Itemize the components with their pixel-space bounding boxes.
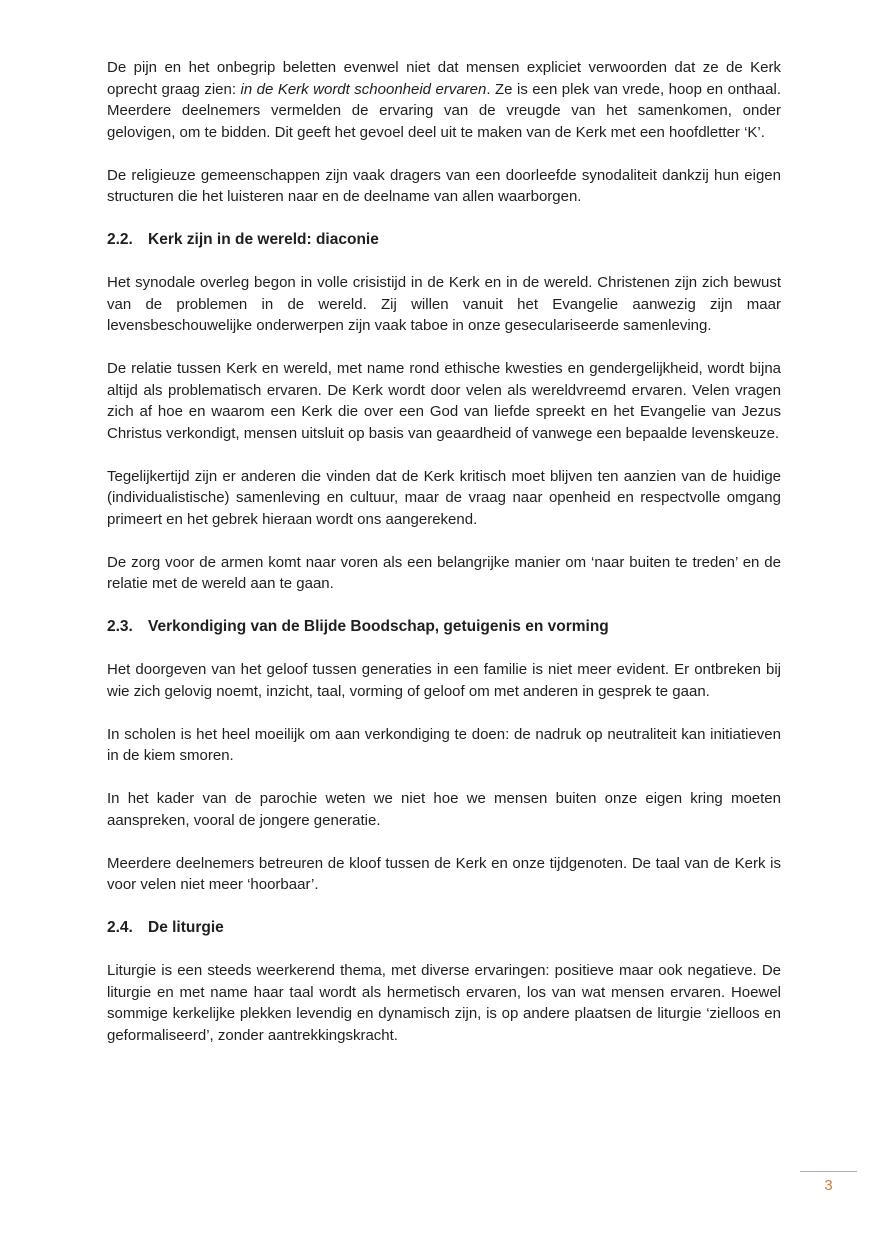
paragraph — [107, 358, 781, 444]
section-heading — [107, 917, 781, 939]
text-run: De pijn en het onbegrip beletten evenwel niet dat mensen expliciet verwoorden dat ze de Kerk oprecht graag zien: — [107, 59, 781, 98]
text-run: Het synodale overleg begon in volle crisistijd in de Kerk en in de wereld. Christenen zijn zich bewust van de problemen in de wereld. Zij willen vanuit het Evangelie aanwezig zijn maar levensbeschouwelijke onderwerpen zijn vaak taboe in onze geseculariseerde samenleving. — [107, 274, 781, 334]
text-run: Het doorgeven van het geloof tussen generaties in een familie is niet meer evident. Er ontbreken bij wie zich gelovig noemt, inzicht, taal, vorming of geloof om met anderen in gesprek te gaan. — [107, 661, 781, 700]
section-title: Verkondiging van de Blijde Boodschap, getuigenis en vorming — [148, 618, 609, 635]
section-heading — [107, 616, 781, 638]
section-title: Kerk zijn in de wereld: diaconie — [148, 231, 379, 248]
paragraph — [107, 552, 781, 595]
paragraph — [107, 960, 781, 1046]
section-number: 2.3. — [107, 618, 133, 635]
paragraph — [107, 788, 781, 831]
text-run: In het kader van de parochie weten we niet hoe we mensen buiten onze eigen kring moeten aanspreken, vooral de jongere generatie. — [107, 790, 781, 829]
document-body — [107, 57, 781, 1068]
section-heading — [107, 229, 781, 251]
text-run: De relatie tussen Kerk en wereld, met name rond ethische kwesties en gendergelijkheid, wordt bijna altijd als problematisch ervaren. De Kerk wordt door velen als wereldvreemd ervaren. Velen vragen zich af hoe en waarom een Kerk die over een God van liefde spreekt en het Evangelie van Jezus Christus verkondigt, mensen uitsluit op basis van geaardheid of vanwege een bepaalde levenskeuze. — [107, 360, 781, 442]
section-title: De liturgie — [148, 919, 224, 936]
paragraph — [107, 272, 781, 337]
paragraph — [107, 659, 781, 702]
italic-phrase: in de Kerk wordt schoonheid ervaren — [240, 80, 487, 98]
paragraph — [107, 165, 781, 208]
text-run: De zorg voor de armen komt naar voren als een belangrijke manier om ‘naar buiten te treden’ en de relatie met de wereld aan te gaan. — [107, 553, 781, 592]
text-run: Tegelijkertijd zijn er anderen die vinden dat de Kerk kritisch moet blijven ten aanzien van de huidige (individualistische) samenleving en cultuur, maar de vraag naar openheid en respectvolle omgang primeert en het gebrek hieraan wordt ons aangerekend. — [107, 467, 781, 528]
text-run: . Ze is een plek van vrede, hoop en onthaal. Meerdere deelnemers vermelden de ervaring van de vreugde van het samenkomen, onder gelovigen, om te bidden. Dit geeft het gevoel deel uit te maken van de Kerk met een hoofdletter ‘K’. — [107, 80, 781, 141]
text-run: Liturgie is een steeds weerkerend thema, met diverse ervaringen: positieve maar ook negatieve. De liturgie en met name haar taal wordt als hermetisch ervaren, los van wat mensen ervaren. Hoewel sommige kerkelijke plekken levendig en dynamisch zijn, is op andere plaatsen de liturgie ‘zielloos en geformaliseerd’, zonder aantrekkingskracht. — [107, 962, 781, 1044]
text-run: Meerdere deelnemers betreuren de kloof tussen de Kerk en onze tijdgenoten. De taal van de Kerk is voor velen niet meer ‘hoorbaar’. — [107, 854, 781, 893]
paragraph — [107, 57, 781, 143]
paragraph — [107, 466, 781, 531]
paragraph — [107, 724, 781, 767]
section-number: 2.2. — [107, 231, 133, 248]
text-run: De religieuze gemeenschappen zijn vaak dragers van een doorleefde synodaliteit dankzij hun eigen structuren die het luisteren naar en de deelname van allen waarborgen. — [107, 166, 781, 205]
section-number: 2.4. — [107, 919, 133, 936]
page-number: 3 — [824, 1177, 833, 1194]
paragraph — [107, 853, 781, 896]
footer-rule — [800, 1171, 857, 1172]
text-run: In scholen is het heel moeilijk om aan verkondiging te doen: de nadruk op neutraliteit kan initiatieven in de kiem smoren. — [107, 725, 781, 764]
